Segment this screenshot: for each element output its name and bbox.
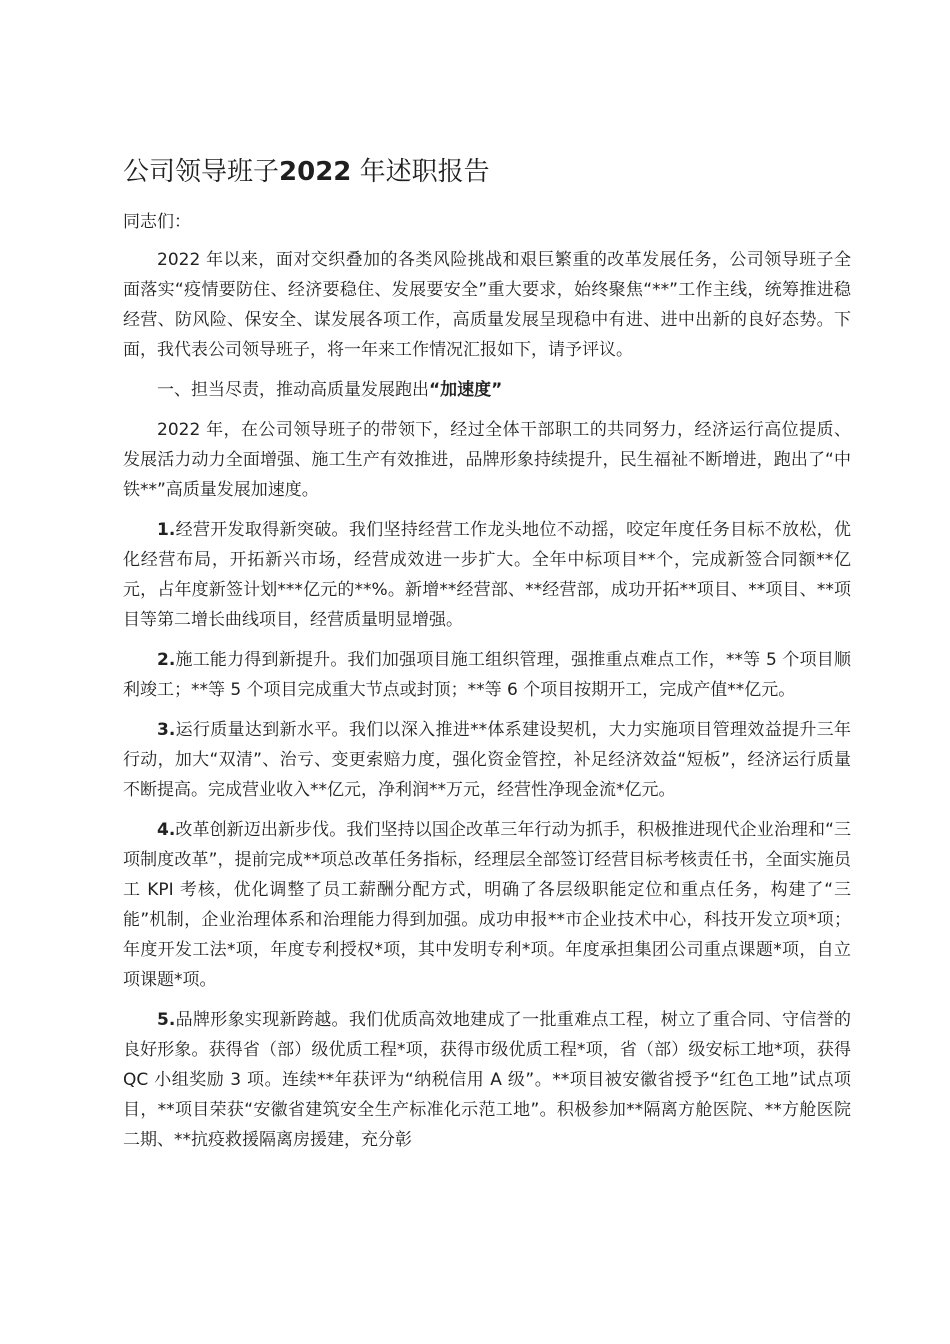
paragraph-item-4 xyxy=(123,815,851,995)
section-heading-text: 一、担当尽责，推动高质量发展跑出 xyxy=(157,380,429,400)
section-heading xyxy=(123,375,851,405)
paragraph-item-5 xyxy=(123,1005,851,1155)
paragraph-text: 运行质量达到新水平。我们以深入推进**体系建设契机，大力实施项目管理效益提升三年行动，加大“双清”、治亏、变更索赔力度，强化资金管控，补足经济效益“短板”，经济运行质量不断提高。完成营业收入**亿元，净利润**万元，经营性净现金流*亿元。 xyxy=(123,720,851,800)
item-number: 2. xyxy=(157,650,176,670)
section-heading-quote: “加速度” xyxy=(429,380,503,400)
salutation: 同志们： xyxy=(123,212,191,232)
item-number: 5. xyxy=(157,1010,176,1030)
paragraph-overview xyxy=(123,415,851,505)
title-year: 2022 xyxy=(279,157,352,187)
document-body xyxy=(123,245,851,1165)
paragraph-text: 2022 年以来，面对交织叠加的各类风险挑战和艰巨繁重的改革发展任务，公司领导班子全面落实“疫情要防住、经济要稳住、发展要安全”重大要求，始终聚焦“**”工作主线，统筹推进稳经营、防风险、保安全、谋发展各项工作，高质量发展呈现稳中有进、进中出新的良好态势。下面，我代表公司领导班子，将一年来工作情况汇报如下，请予评议。 xyxy=(123,250,851,360)
title-prefix: 公司领导班子 xyxy=(123,157,280,187)
page-title xyxy=(123,150,843,194)
paragraph-item-2 xyxy=(123,645,851,705)
paragraph-item-3 xyxy=(123,715,851,805)
title-suffix: 年述职报告 xyxy=(359,157,490,187)
item-number: 3. xyxy=(157,720,176,740)
paragraph-text: 改革创新迈出新步伐。我们坚持以国企改革三年行动为抓手，积极推进现代企业治理和“三项制度改革”，提前完成**项总改革任务指标，经理层全部签订经营目标考核责任书，全面实施员工 KPI 考核，优化调整了员工薪酬分配方式，明确了各层级职能定位和重点任务，构建了“三能”机制，企业治理体系和治理能力得到加强。成功申报**市企业技术中心，科技开发立项*项；年度开发工法*项，年度专利授权*项，其中发明专利*项。年度承担集团公司重点课题*项，自立项课题*项。 xyxy=(123,820,851,990)
paragraph-item-1 xyxy=(123,515,851,635)
item-number: 1. xyxy=(157,520,176,540)
paragraph-intro xyxy=(123,245,851,365)
paragraph-text: 品牌形象实现新跨越。我们优质高效地建成了一批重难点工程，树立了重合同、守信誉的良好形象。获得省（部）级优质工程*项，获得市级优质工程*项，省（部）级安标工地*项，获得 QC 小组奖励 3 项。连续**年获评为“纳税信用 A 级”。**项目被安徽省授予“红色工地”试点项目，**项目荣获“安徽省建筑安全生产标准化示范工地”。积极参加**隔离方舱医院、**方舱医院二期、**抗疫救援隔离房援建，充分彰 xyxy=(123,1010,851,1150)
item-number: 4. xyxy=(157,820,176,840)
paragraph-text: 施工能力得到新提升。我们加强项目施工组织管理，强推重点难点工作，**等 5 个项目顺利竣工；**等 5 个项目完成重大节点或封顶；**等 6 个项目按期开工，完成产值**亿元。 xyxy=(123,650,851,700)
paragraph-text: 经营开发取得新突破。我们坚持经营工作龙头地位不动摇，咬定年度任务目标不放松，优化经营布局，开拓新兴市场，经营成效进一步扩大。全年中标项目**个，完成新签合同额**亿元，占年度新签计划***亿元的**%。新增**经营部、**经营部，成功开拓**项目、**项目、**项目等第二增长曲线项目，经营质量明显增强。 xyxy=(123,520,851,630)
paragraph-text: 2022 年，在公司领导班子的带领下，经过全体干部职工的共同努力，经济运行高位提质、发展活力动力全面增强、施工生产有效推进，品牌形象持续提升，民生福祉不断增进，跑出了“中铁**”高质量发展加速度。 xyxy=(123,420,851,500)
